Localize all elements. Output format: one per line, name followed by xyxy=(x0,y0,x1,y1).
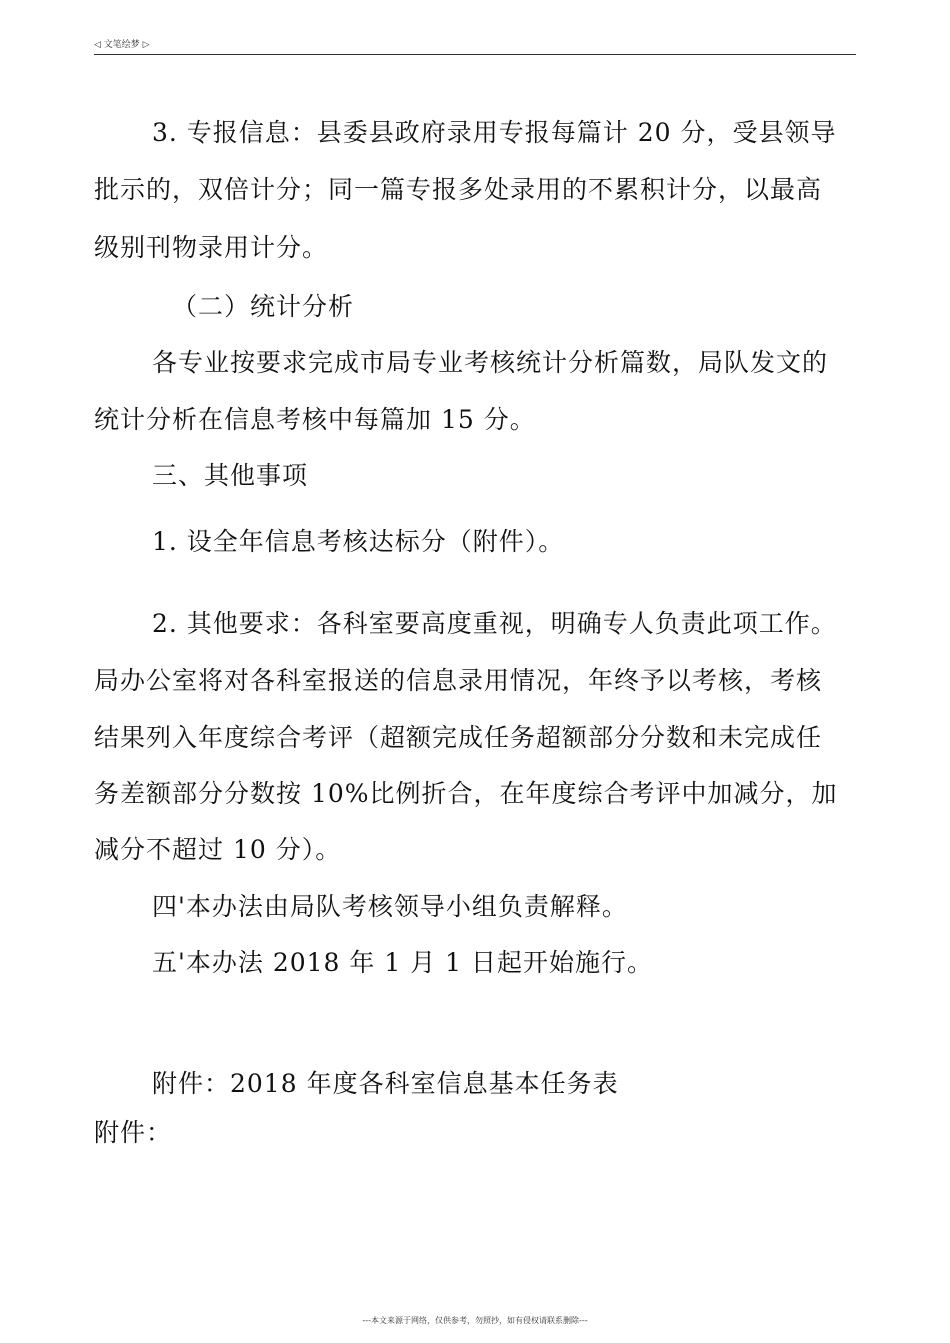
item3-line3: 级别刊物录用计分。 xyxy=(94,233,329,262)
attachment-label: 附件： xyxy=(94,1118,173,1147)
attachment-reference: 附件：2018 年度各科室信息基本任务表 xyxy=(152,1069,619,1098)
page-header xyxy=(94,38,856,55)
section-3-item2-line1: 2. 其他要求：各科室要高度重视，明确专人负责此项工作。 xyxy=(152,609,837,638)
item3-line2: 批示的，双倍计分；同一篇专报多处录用的不累积计分，以最高 xyxy=(94,175,823,204)
section-3-item1: 1. 设全年信息考核达标分（附件）。 xyxy=(152,527,565,556)
section-5: 五'本办法 2018 年 1 月 1 日起开始施行。 xyxy=(152,948,653,977)
subsection-2-line2: 统计分析在信息考核中每篇加 15 分。 xyxy=(94,405,536,434)
subsection-2-heading: （二）统计分析 xyxy=(172,292,355,321)
section-3-item2-line2: 局办公室将对各科室报送的信息录用情况，年终予以考核，考核 xyxy=(94,666,823,695)
section-3-heading: 三、其他事项 xyxy=(152,461,309,490)
section-3-item2-line4: 务差额部分分数按 10%比例折合，在年度综合考评中加减分，加 xyxy=(94,779,838,808)
header-text: ◁ 文笔绘梦 ▷ xyxy=(94,40,150,50)
section-4: 四'本办法由局队考核领导小组负责解释。 xyxy=(152,892,628,921)
section-3-item2-line5: 减分不超过 10 分）。 xyxy=(94,835,342,864)
section-3-item2-line3: 结果列入年度综合考评（超额完成任务超额部分分数和未完成任 xyxy=(94,723,823,752)
page-footer: ---本文来源于网络，仅供参考，勿照抄，如有侵权请联系删除--- xyxy=(362,1316,588,1325)
item3-line1: 3. 专报信息：县委县政府录用专报每篇计 20 分，受县领导 xyxy=(152,118,837,147)
subsection-2-line1: 各专业按要求完成市局专业考核统计分析篇数，局队发文的 xyxy=(152,348,829,377)
